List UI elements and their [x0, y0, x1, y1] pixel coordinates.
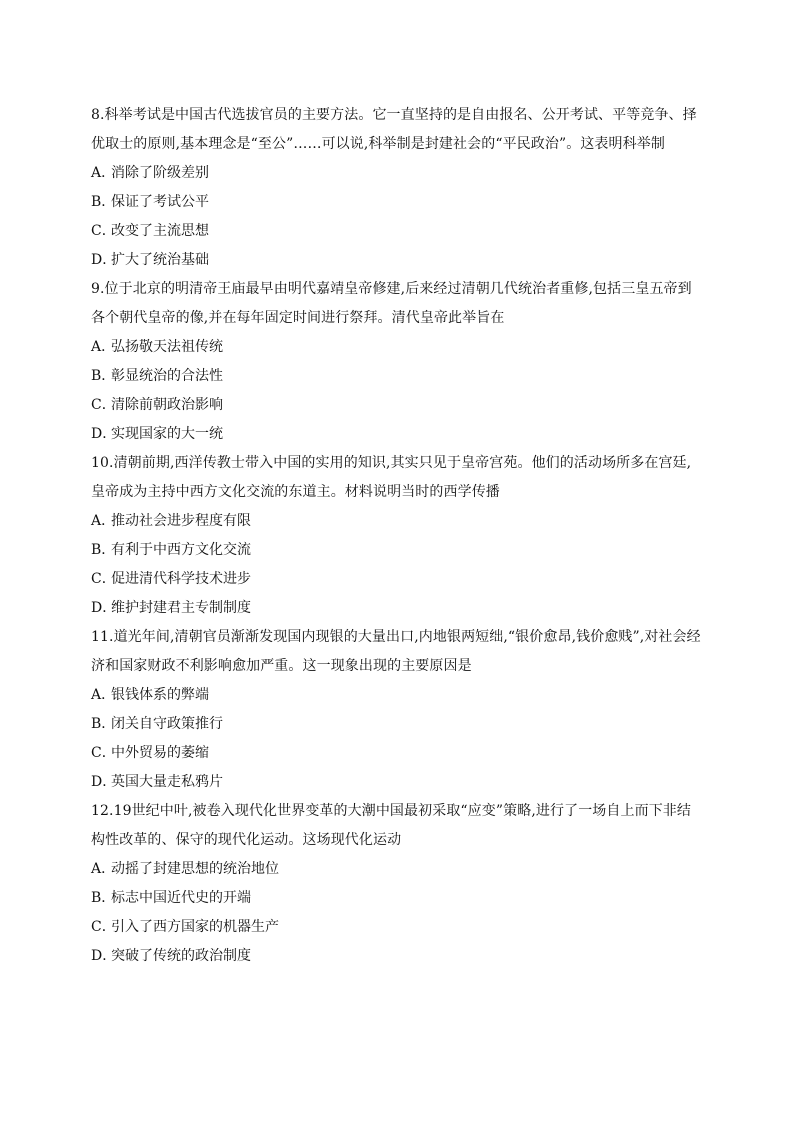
option-text: 维护封建君主专制制度 [111, 600, 251, 616]
question-stem: 9.位于北京的明清帝王庙最早由明代嘉靖皇帝修建,后来经过清朝几代统治者重修,包括三皇五帝到各个朝代皇帝的像,并在每年固定时间进行祭拜。清代皇帝此举旨在 [91, 281, 692, 326]
question-stem: 10.清朝前期,西洋传教士带入中国的实用的知识,其实只见于皇帝宫苑。他们的活动场所多在宫廷,皇帝成为主持中西方文化交流的东道主。材料说明当时的西学传播 [91, 455, 692, 500]
option-d [91, 420, 703, 449]
option-c [91, 565, 703, 594]
option-d [91, 246, 703, 275]
option-text: 银钱体系的弊端 [111, 687, 209, 703]
option-a [91, 507, 703, 536]
option-a [91, 333, 703, 362]
option-text: 突破了传统的政治制度 [111, 948, 251, 964]
option-letter: D． [91, 600, 117, 616]
option-letter: A． [91, 339, 116, 355]
option-text: 清除前朝政治影响 [111, 397, 223, 413]
option-d [91, 942, 703, 971]
option-b [91, 710, 703, 739]
option-letter: C． [91, 397, 116, 413]
option-letter: D． [91, 426, 117, 442]
option-d [91, 594, 703, 623]
option-letter: A． [91, 861, 116, 877]
option-letter: D． [91, 948, 117, 964]
option-c [91, 391, 703, 420]
option-letter: A． [91, 687, 116, 703]
option-a [91, 855, 703, 884]
option-letter: A． [91, 513, 116, 529]
option-text: 标志中国近代史的开端 [111, 890, 251, 906]
option-text: 有利于中西方文化交流 [111, 542, 251, 558]
option-d [91, 768, 703, 797]
option-text: 彰显统治的合法性 [111, 368, 223, 384]
option-letter: C． [91, 745, 116, 761]
option-c [91, 913, 703, 942]
option-text: 弘扬敬天法祖传统 [111, 339, 223, 355]
question-11 [91, 623, 703, 797]
option-letter: B． [91, 542, 116, 558]
option-letter: A． [91, 165, 116, 181]
option-text: 促进清代科学技术进步 [111, 571, 251, 587]
option-b [91, 884, 703, 913]
option-letter: B． [91, 716, 116, 732]
option-b [91, 188, 703, 217]
option-text: 中外贸易的萎缩 [111, 745, 209, 761]
question-stem: 11.道光年间,清朝官员渐渐发现国内现银的大量出口,内地银两短绌,“银价愈昂,钱价愈贱”,对社会经济和国家财政不利影响愈加严重。这一现象出现的主要原因是 [91, 629, 701, 674]
question-stem: 12.19世纪中叶,被卷入现代化世界变革的大潮中国最初采取“应变”策略,进行了一场自上而下非结构性改革的、保守的现代化运动。这场现代化运动 [91, 803, 691, 848]
exam-page [91, 101, 703, 971]
option-c [91, 217, 703, 246]
option-letter: B． [91, 368, 116, 384]
option-letter: C． [91, 571, 116, 587]
option-c [91, 739, 703, 768]
option-text: 改变了主流思想 [111, 223, 209, 239]
option-letter: D． [91, 252, 117, 268]
option-a [91, 159, 703, 188]
option-b [91, 536, 703, 565]
option-text: 推动社会进步程度有限 [111, 513, 251, 529]
option-letter: B． [91, 194, 116, 210]
option-letter: C． [91, 919, 116, 935]
option-text: 闭关自守政策推行 [111, 716, 223, 732]
option-a [91, 681, 703, 710]
option-text: 保证了考试公平 [111, 194, 209, 210]
option-text: 消除了阶级差别 [111, 165, 209, 181]
option-b [91, 362, 703, 391]
option-text: 动摇了封建思想的统治地位 [111, 861, 279, 877]
question-12 [91, 797, 703, 971]
option-letter: D． [91, 774, 117, 790]
option-text: 引入了西方国家的机器生产 [111, 919, 279, 935]
option-letter: C． [91, 223, 116, 239]
question-stem: 8.科举考试是中国古代选拔官员的主要方法。它一直坚持的是自由报名、公开考试、平等竞争、择优取士的原则,基本理念是“至公”……可以说,科举制是封建社会的“平民政治”。这表明科举制 [91, 107, 697, 152]
option-text: 实现国家的大一统 [111, 426, 223, 442]
option-text: 英国大量走私鸦片 [111, 774, 223, 790]
question-8 [91, 101, 703, 275]
option-letter: B． [91, 890, 116, 906]
question-9 [91, 275, 703, 449]
question-10 [91, 449, 703, 623]
option-text: 扩大了统治基础 [111, 252, 209, 268]
